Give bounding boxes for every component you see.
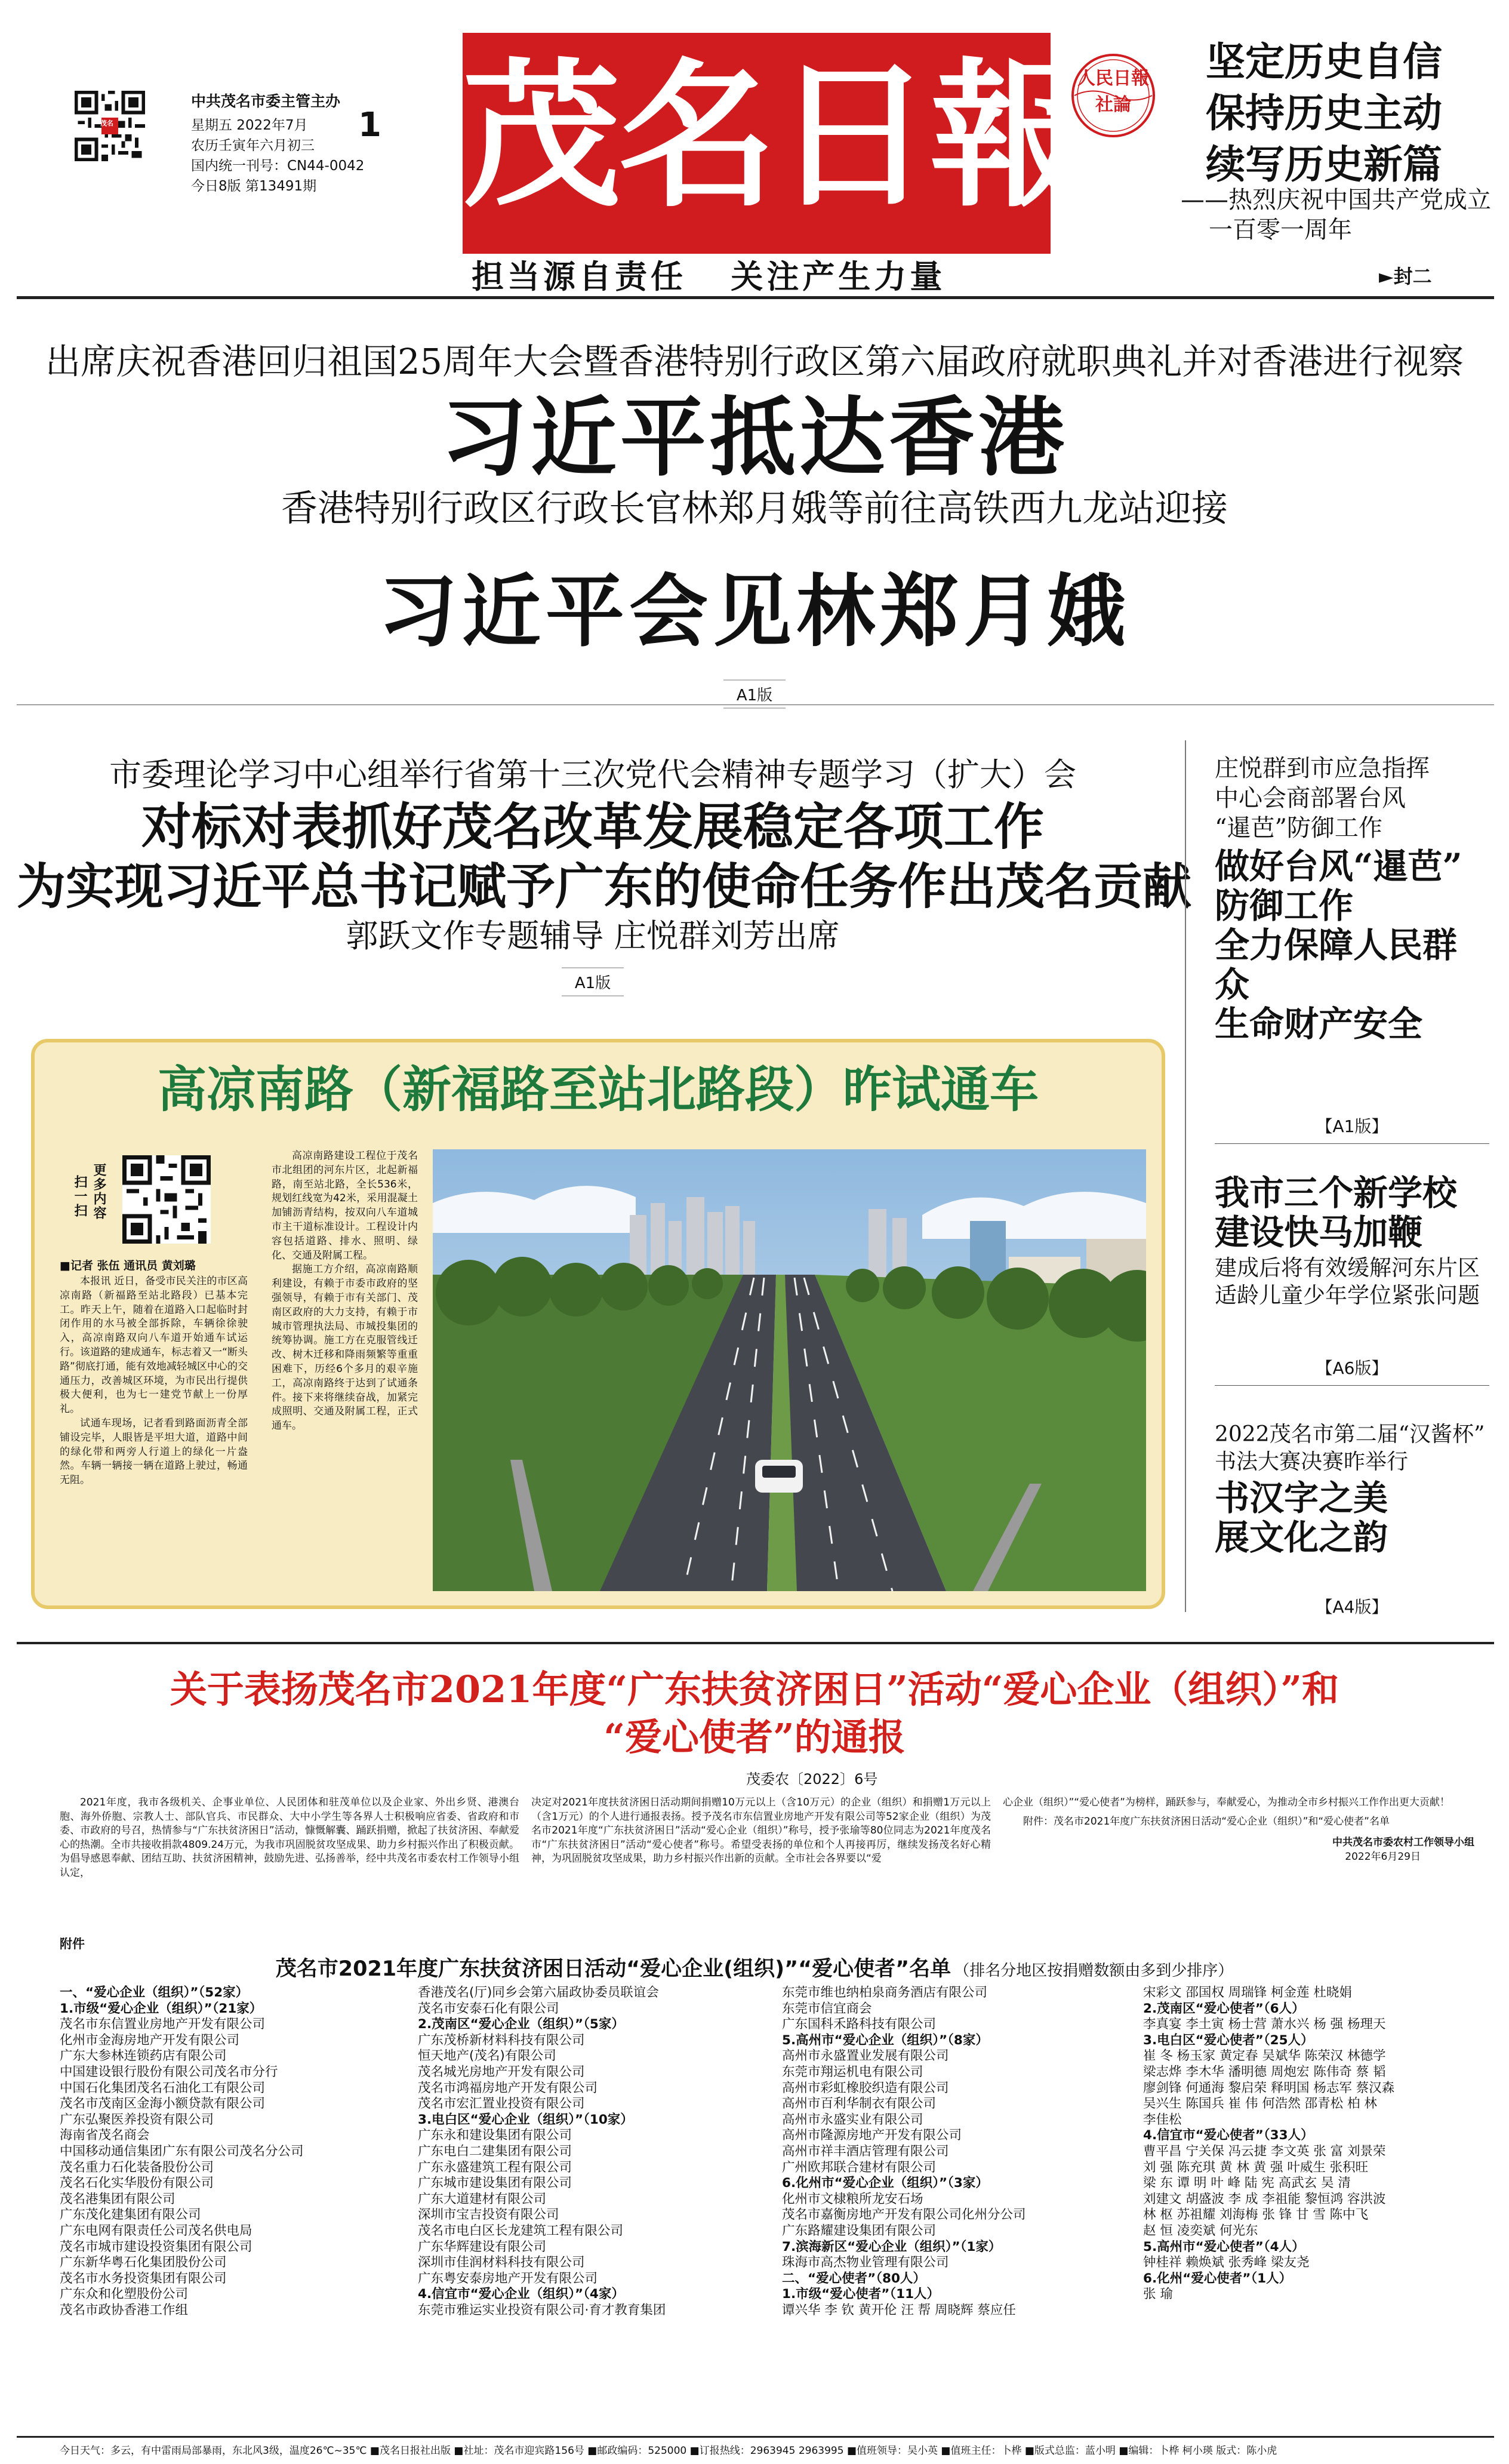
notice-attachment-note: 附件：茂名市2021年度广东扶贫济困日活动“爱心企业（组织）”和“爱心使者”名单 [1023, 1815, 1390, 1828]
list-column-1 [60, 1985, 406, 2325]
list-entry: 一、“爱心企业（组织）”（52家） [60, 1985, 249, 2000]
masthead-rule [17, 296, 1494, 299]
list-entry: 中国建设银行股份有限公司茂名市分行 [60, 2064, 278, 2080]
editorial-subtitle-1: ——热烈庆祝中国共产党成立 [1181, 186, 1491, 214]
lead-page-ref[interactable]: A1版 [723, 679, 786, 709]
list-entry: 广东茂化建集团有限公司 [60, 2207, 201, 2223]
list-entry: 3.电白区“爱心企业（组织）”（10家） [418, 2112, 633, 2127]
notice-column-2 [531, 1796, 991, 1924]
feature-para-2: 试通车现场，记者看到路面沥青全部铺设完毕，人眼皆是平坦大道，道路中间的绿化带和两旁人行道上的绿化一片盎然。车辆一辆接一辆在道路上驶过，畅通无阻。 [60, 1417, 248, 1487]
sidebar-story-1 [1215, 753, 1489, 1044]
s1-head-3: 全力保障人民群众 [1215, 925, 1458, 1005]
list-entry: 广东永盛建筑工程有限公司 [418, 2160, 572, 2175]
second-ref-wrap [17, 967, 1169, 996]
list-title-wrap [0, 1952, 1509, 1982]
list-entry: 梁 东 谭 明 叶 峰 陆 宪 高武玄 吴 清 [1143, 2176, 1351, 2191]
list-entry: 崔 冬 杨玉家 黄定春 吴斌华 陈荣汉 林德学 [1143, 2048, 1386, 2064]
list-entry: 吴兴生 陈国兵 崔 伟 何浩然 邵青松 柏 林 [1143, 2096, 1377, 2112]
notice-title-2: “爱心使者”的通报 [603, 1715, 906, 1759]
list-entry: 香港茂名(厅)同乡会第六届政协委员联谊会 [418, 1985, 659, 2000]
sidebar-divider [1185, 740, 1186, 1612]
lunar-date: 农历壬寅年六月初三 [191, 138, 315, 153]
second-subhead: 郭跃文作专题辅导 庄悦群刘芳出席 [346, 917, 840, 955]
feature-byline: ■记者 张伍 通讯员 黄刘璐 [60, 1259, 196, 1272]
second-kicker: 市委理论学习中心组举行省第十三次党代会精神专题学习（扩大）会 [109, 756, 1076, 793]
cn-number: 国内统一刊号：CN44-0042 [191, 158, 365, 174]
list-entry: 2.茂南区“爱心企业（组织）”（5家） [418, 2017, 624, 2032]
list-entry: 梁志烨 李木华 潘明德 周炮宏 陈伟奇 蔡 韬 [1143, 2064, 1386, 2080]
list-entry: 广东华辉建设有限公司 [418, 2239, 547, 2254]
s2-page-ref[interactable]: 【A6版】 [1316, 1358, 1388, 1378]
lead-subhead: 香港特别行政区行政长官林郑月娥等前往高铁西九龙站迎接 [281, 487, 1228, 530]
list-entry: 广东大参林连锁药店有限公司 [60, 2048, 227, 2064]
notice-sign-date: 2022年6月29日 [1345, 1850, 1421, 1863]
sidebar-rule-1 [1215, 1143, 1489, 1144]
list-entry: 5.高州市“爱心使者”（4人） [1143, 2239, 1305, 2254]
list-entry: 林 枢 苏祖耀 刘海梅 张 锋 甘 雪 陈中飞 [1143, 2207, 1369, 2223]
list-entry: 茂名市宏汇置业投资有限公司 [418, 2096, 585, 2112]
feature-headline: 高凉南路（新福路至站北路段）昨试通车 [157, 1061, 1039, 1118]
masthead-title: 茂名日報 [463, 43, 1086, 229]
lead-headline: 习近平抵达香港 [441, 387, 1068, 488]
list-entry: 东莞市雅运实业投资有限公司·育才教育集团 [418, 2302, 666, 2318]
list-entry: 张 瑜 [1143, 2287, 1173, 2302]
list-entry: 二、“爱心使者”（80人） [782, 2271, 926, 2286]
day-number: 1 [358, 106, 381, 144]
list-entry: 恒天地产(茂名)有限公司 [418, 2048, 556, 2064]
list-entry: 茂名石化实华股份有限公司 [60, 2176, 214, 2191]
s3-page-ref[interactable]: 【A4版】 [1316, 1597, 1388, 1617]
list-entry: 李佳松 [1143, 2112, 1182, 2127]
feature-para-1: 本报讯 近日，备受市民关注的市区高凉南路（新福路至站北路段）已基本完工。昨天上午，随着在道路入口起临时封闭作用的水马被全部拆除，车辆徐徐驶入，高凉南路双向八车道开始通车试运行。该道路的建成通车，标志着又一“断头路”彻底打通，能有效地减轻城区中心的交通压力，改善城区环境，为市民出行提供极大便利，也为七一建党节献上一份厚礼。 [60, 1275, 248, 1416]
list-entry: 化州市金海房地产开发有限公司 [60, 2032, 240, 2048]
s3-head-2: 展文化之韵 [1215, 1517, 1388, 1558]
list-entry: 广东永和建设集团有限公司 [418, 2128, 572, 2143]
list-entry: 茂名城光房地产开发有限公司 [418, 2064, 585, 2080]
s3-kicker-1: 2022茂名市第二届“汉酱杯” [1215, 1422, 1485, 1447]
s1-head-4: 生命财产安全 [1215, 1004, 1423, 1044]
list-entry: 茂名市水务投资集团有限公司 [60, 2271, 227, 2286]
list-entry: 高州市祥丰酒店管理有限公司 [782, 2143, 949, 2159]
list-entry: 广东众和化塑股份公司 [60, 2287, 189, 2302]
list-entry: 6.化州“爱心使者”（1人） [1143, 2271, 1292, 2286]
notice-body-1: 2021年度，我市各级机关、企事业单位、人民团体和驻茂单位以及企业家、外出乡贤、港澳台胞、海外侨胞、宗教人士、部队官兵、市民群众、大中小学生等各界人士积极响应省委、省政府和市委、市政府的号召，热情参与“广东扶贫济困日”活动，慷慨解囊、踊跃捐赠，掀起了扶贫济困、奉献爱心的热潮。全市共接收捐款4809.24万元，为我市巩固脱贫攻坚成果、助力乡村振兴作出了积极贡献。为倡导感恩奉献、团结互助、扶贫济困精神，鼓励先进、弘扬善举，经中共茂名市委农村工作领导小组认定， [60, 1797, 519, 1879]
list-entry: 茂名市茂南区金海小额贷款有限公司 [60, 2096, 266, 2112]
list-entry: 茂名港集团有限公司 [60, 2191, 175, 2207]
feature-scan-label: 扫一扫 [72, 1175, 87, 1218]
list-entry: 高州市永盛置业发展有限公司 [782, 2048, 949, 2064]
lead-kicker: 出席庆祝香港回归祖国25周年大会暨香港特别行政区第六届政府就职典礼并对香港进行视察 [45, 341, 1464, 382]
list-entry: 4.信宜市“爱心使者”（33人） [1143, 2128, 1314, 2143]
list-entry: 东莞市维也纳柏泉商务酒店有限公司 [782, 1985, 988, 2000]
list-entry: 广东城市建设集团有限公司 [418, 2176, 572, 2191]
editorial-subtitle-2: 一百零一周年 [1209, 216, 1352, 244]
list-entry: 茂名重力石化装备股份公司 [60, 2160, 214, 2175]
s2-sub-2: 适龄儿童少年学位紧张问题 [1215, 1282, 1480, 1308]
list-entry: 深圳市宝吉投资有限公司 [418, 2207, 559, 2223]
list-entry: 曹平昌 宁关保 冯云捷 李文英 张 富 刘景荣 [1143, 2143, 1386, 2159]
list-entry: 茂名市城市建设投资集团有限公司 [60, 2239, 252, 2254]
feature-para-3: 高凉南路建设工程位于茂名市北组团的河东片区，北起新福路，南至站北路，全长536米，规划红线宽为42米，采用混凝土加铺沥青结构，按双向八车道城市主干道标准设计。工程设计内容包括道路、排水、照明、绿化、交通及附属工程。 [272, 1150, 418, 1262]
list-entry: 2.茂南区“爱心使者”（6人） [1143, 2001, 1305, 2016]
issue-pages: 今日8版 第13491期 [191, 179, 317, 194]
list-entry: 珠海市高杰物业管理有限公司 [782, 2255, 949, 2271]
list-entry: 1.市级“爱心企业（组织）”（21家） [60, 2001, 263, 2016]
feature-para-4: 据施工方介绍，高凉南路顺利建设，有赖于市委市政府的坚强领导，有赖于市有关部门、茂南区政府的大力支持，有赖于市城市管理执法局、市城投集团的统筹协调。施工方在克服管线迁改、树木迁移和降雨频繁等重重困难下，历经6个多月的艰辛施工，高凉南路终于达到了试通条件。接下来将继续奋战，加紧完成照明、交通及附属工程，正式通车。 [272, 1263, 418, 1432]
s2-head-2: 建设快马加鞭 [1215, 1212, 1423, 1253]
attachment-label: 附件 [60, 1937, 85, 1951]
s1-kicker-2: 中心会商部署台风 [1215, 785, 1406, 812]
notice-title-1: 关于表扬茂名市2021年度“广东扶贫济困日”活动“爱心企业（组织）”和 [170, 1668, 1339, 1711]
s1-head-2: 防御工作 [1215, 885, 1354, 926]
notice-column-1 [60, 1796, 519, 1924]
s3-kicker-2: 书法大赛决赛昨举行 [1215, 1450, 1409, 1474]
sidebar-story-3 [1215, 1421, 1495, 1557]
notice-signer: 中共茂名市委农村工作领导小组 [1332, 1837, 1474, 1849]
second-page-ref[interactable]: A1版 [562, 967, 624, 996]
s1-kicker-3: “暹芭”防御工作 [1215, 814, 1382, 842]
list-entry: 茂名市政协香港工作组 [60, 2302, 189, 2318]
list-entry: 4.信宜市“爱心企业（组织）”（4家） [418, 2287, 624, 2302]
list-entry: 7.滨海新区“爱心企业（组织）”（1家） [782, 2239, 1002, 2254]
list-entry: 茂名市安泰石化有限公司 [418, 2001, 559, 2016]
list-entry: 高州市隆源房地产开发有限公司 [782, 2128, 962, 2143]
list-entry: 5.高州市“爱心企业（组织）”（8家） [782, 2032, 988, 2048]
list-entry: 6.化州市“爱心企业（组织）”（3家） [782, 2176, 988, 2191]
list-entry: 海南省茂名商会 [60, 2128, 150, 2143]
s1-page-ref[interactable]: 【A1版】 [1316, 1116, 1388, 1136]
list-entry: 李真宴 李土寅 杨士营 萧水兴 杨 强 杨理天 [1143, 2017, 1386, 2032]
list-entry: 3.电白区“爱心使者”（25人） [1143, 2032, 1314, 2048]
list-entry: 宋彩文 邵国权 周瑞锋 柯金莲 杜晓娟 [1143, 1985, 1352, 2000]
s3-head-1: 书汉字之美 [1215, 1478, 1388, 1518]
list-entry: 中国石化集团茂名石油化工有限公司 [60, 2080, 266, 2096]
list-entry: 广东新华粤石化集团股份公司 [60, 2255, 227, 2271]
feature-qr [122, 1155, 211, 1244]
list-entry: 广东大道建材有限公司 [418, 2191, 547, 2207]
s2-head-1: 我市三个新学校 [1215, 1173, 1458, 1213]
list-note: （排名分地区按捐赠数额由多到少排序） [954, 1962, 1234, 1980]
editorial-line-2: 保持历史主动 [1206, 90, 1442, 136]
s1-head-1: 做好台风“暹芭” [1215, 846, 1462, 887]
list-entry: 茂名市东信置业房地产开发有限公司 [60, 2017, 266, 2032]
list-title: 茂名市2021年度广东扶贫济困日活动“爱心企业(组织)”“爱心使者”名单 [275, 1957, 951, 1981]
feature-more-label: 更多内容 [91, 1163, 106, 1220]
editorial-lines [1206, 36, 1442, 190]
road-photo [433, 1149, 1146, 1591]
list-column-4 [1143, 1985, 1489, 2325]
list-entry: 刘 强 陈充琪 黄 林 黄 强 叶威生 张积旺 [1143, 2160, 1369, 2175]
second-headline-1: 对标对表抓好茂名改革发展稳定各项工作 [141, 797, 1044, 856]
masthead-slogan: 担当源自责任 关注产生力量 [472, 257, 946, 296]
list-entry: 廖剑锋 何通海 黎启荣 释明国 杨志军 蔡汉森 [1143, 2080, 1395, 2096]
list-entry: 广东粤安泰房地产开发有限公司 [418, 2271, 598, 2286]
s1-kicker-1: 庄悦群到市应急指挥 [1215, 755, 1430, 782]
list-entry: 1.市级“爱心使者”（11人） [782, 2287, 940, 2302]
second-headline-2: 为实现习近平总书记赋予广东的使命任务作出茂名贡献 [17, 858, 1192, 915]
list-entry: 广东路耀建设集团有限公司 [782, 2223, 937, 2238]
notice-top-rule [17, 1642, 1494, 1644]
notice-body-2: 决定对2021年度扶贫济困日活动期间捐赠10万元以上（含10万元）的企业（组织）和捐赠1万元以上（含1万元）的个人进行通报表扬。授予茂名市东信置业房地产开发有限公司等52家企业（组织）为茂名市2021年度“广东扶贫济困日”活动“爱心企业（组织）”称号，授予张瑜等80位同志为2021年度茂名市“广东扶贫济困日”活动“爱心使者”称号。希望受表扬的单位和个人再接再厉，继续发扬茂名好心精神，为巩固脱贫攻坚成果，助力乡村振兴作出新的贡献。全市社会各界要以“爱 [531, 1797, 991, 1865]
list-entry: 广东国科禾路科技有限公司 [782, 2017, 937, 2032]
list-entry: 茂名市嘉衡房地产开发有限公司化州分公司 [782, 2207, 1026, 2223]
editorial-line-3: 续写历史新篇 [1206, 141, 1442, 187]
list-entry: 钟桂祥 赖焕斌 张秀峰 梁友尧 [1143, 2255, 1310, 2271]
list-entry: 谭兴华 李 钦 黄开伦 汪 帮 周晓辉 蔡应任 [782, 2302, 1016, 2318]
list-entry: 高州市永盛实业有限公司 [782, 2112, 923, 2127]
footer-text: 今日天气：多云，有中雷雨局部暴雨，东北风3级，温度26℃~35℃ ■茂名日报社出版 ■社址：茂名市迎宾路156号 ■邮政编码：525000 ■订报热线：2963945 2963995 ■值班领导：吴小英 ■值班主任：卜桦 ■版式总监：蓝小明 ■编辑：卜桦 柯小瑛 版式：陈小虎 [60, 2445, 1277, 2457]
list-entry: 东莞市翔运机电有限公司 [782, 2064, 923, 2080]
sidebar-rule-2 [1215, 1385, 1489, 1386]
list-entry: 茂名市鸿福房地产开发有限公司 [418, 2080, 598, 2096]
list-entry: 赵 恒 凌奕斌 何光东 [1143, 2223, 1258, 2238]
list-entry: 广州欧邦联合建材有限公司 [782, 2160, 937, 2175]
list-entry: 中国移动通信集团广东有限公司茂名分公司 [60, 2143, 304, 2159]
lead-headline-2: 习近平会见林郑月娥 [378, 565, 1131, 658]
list-entry: 茂名市电白区长龙建筑工程有限公司 [418, 2223, 624, 2238]
list-entry: 广东电白二建集团有限公司 [418, 2143, 572, 2159]
editorial-line-1: 坚定历史自信 [1206, 38, 1442, 85]
s2-sub-1: 建成后将有效缓解河东片区 [1215, 1255, 1480, 1281]
list-entry: 广东茂桥新材料科技有限公司 [418, 2032, 585, 2048]
footer-rule [17, 2436, 1494, 2438]
date-line: 星期五 2022年7月 [191, 118, 308, 133]
list-entry: 刘建文 胡盛波 李 成 李祖能 黎恒鸿 容洪波 [1143, 2191, 1386, 2207]
seal-text: 人民日報 社論 [1077, 68, 1149, 115]
qr-logo-label: 茂名 [100, 119, 113, 127]
list-entry: 东莞市信宜商会 [782, 2001, 872, 2016]
list-entry: 广东电网有限责任公司茂名供电局 [60, 2223, 252, 2238]
notice-body-3: 心企业（组织）”“爱心使者”为榜样，踊跃参与，奉献爱心，为推动全市乡村振兴工作作出更大贡献！ [1003, 1797, 1450, 1808]
list-entry: 广东弘聚医养投资有限公司 [60, 2112, 214, 2127]
notice-doc-no: 茂委农〔2022〕6号 [746, 1771, 878, 1788]
list-entry: 化州市文棣粮所龙安石场 [782, 2191, 923, 2207]
notice-column-3 [1003, 1796, 1474, 1924]
sponsor-text: 中共茂名市委主管主办 [191, 93, 341, 110]
list-column-3 [782, 1985, 1134, 2325]
feature-column-1 [60, 1275, 248, 1597]
feature-column-2 [272, 1149, 418, 1597]
list-column-2 [418, 1985, 770, 2325]
list-entry: 深圳市佳润材料科技有限公司 [418, 2255, 585, 2271]
list-entry: 高州市百利华制衣有限公司 [782, 2096, 937, 2112]
list-entry: 高州市彩虹橡胶织造有限公司 [782, 2080, 949, 2096]
editorial-page-ref[interactable]: ►封二 [1379, 265, 1432, 288]
sidebar-story-2 [1215, 1173, 1489, 1309]
